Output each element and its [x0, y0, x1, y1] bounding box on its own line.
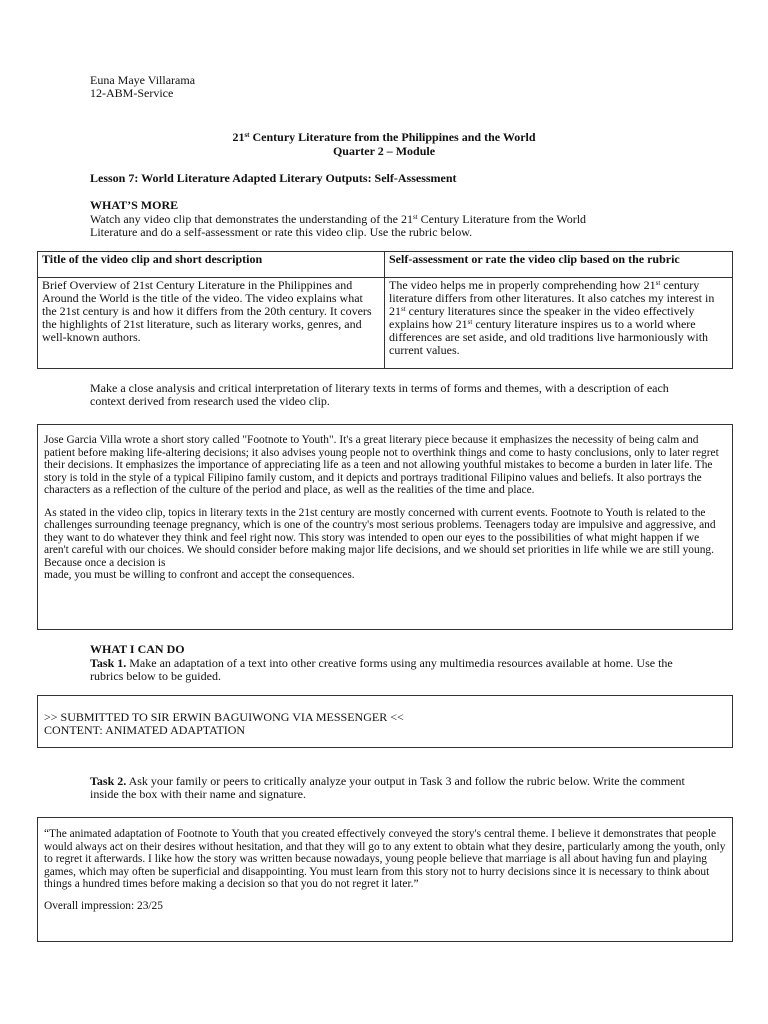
- rubric-text: century literatures since the speaker in the video effectively explains how 21: [389, 304, 695, 331]
- analysis-box: [37, 424, 733, 630]
- what-i-can-do-heading: WHAT I CAN DO: [90, 642, 185, 656]
- instruction-superscript: st: [412, 213, 418, 221]
- submission-line-2: CONTENT: ANIMATED ADAPTATION: [44, 723, 246, 737]
- rubric-text: century literature differs from other literatures. It also catches my interest in 21: [389, 278, 715, 318]
- title-text: Century Literature from the Philippines and the World: [249, 130, 536, 144]
- task1-label: Task 1.: [90, 656, 127, 670]
- student-name: Euna Maye Villarama: [90, 73, 196, 87]
- rubric-table: [37, 251, 733, 369]
- rubric-col1-cell: Brief Overview of 21st Century Literature in the Philippines and Around the World is the title of the video. The video explains what the 21st century is and how it differs from the 20th century. It covers the highlights of 21st literature, such as literary works, genres, and well-known authors.: [38, 278, 385, 369]
- student-info: [90, 74, 390, 100]
- analysis-paragraph-2-end: made, you must be willing to confront and accept the consequences.: [44, 569, 355, 581]
- task1-instruction: [90, 657, 680, 683]
- rubric-superscript: st: [655, 279, 661, 287]
- document-subtitle: Quarter 2 – Module: [332, 144, 436, 158]
- instruction-line: Literature and do a self-assessment or rate this video clip. Use the rubric below.: [90, 225, 473, 239]
- task1-text: Make an adaptation of a text into other creative forms using any multimedia resources available at home. Use the rubrics below to be guided.: [90, 656, 673, 683]
- rubric-superscript: st: [467, 318, 473, 326]
- task2-instruction: [90, 775, 690, 801]
- submission-box: [37, 695, 733, 748]
- analysis-paragraph-1: Jose Garcia Villa wrote a short story called "Footnote to Youth". It's a great literary piece because it emphasizes the necessity of being calm and patient before making life-altering decisions; it also advises young people not to overthink things and come to hasty conclusions, only to later regret their decisions. It emphasizes the importance of appreciating life as a teen and not allowing youthful mistakes to become a burden in later life. The story is told in the style of a typical Filipino family custom, and it depicts and portrays traditional Filipino values and beliefs. It also portrays the characters as a reflection of the culture of the period and place, as well as the realities of the time and place.: [44, 434, 719, 496]
- rubric-superscript: st: [401, 305, 406, 313]
- instruction-part: Watch any video clip that demonstrates the understanding of the 21: [90, 212, 413, 226]
- analysis-instruction: Make a close analysis and critical interpretation of literary texts in terms of forms and themes, with a description of each context derived from research used the video clip.: [90, 381, 669, 408]
- rubric-col2-cell: [385, 278, 733, 369]
- title-superscript: st: [244, 131, 250, 139]
- task2-label: Task 2.: [90, 774, 127, 788]
- whats-more-heading: WHAT’S MORE: [90, 198, 179, 212]
- title-number: 21: [232, 130, 245, 144]
- document-title: [0, 131, 768, 144]
- peer-comment: “The animated adaptation of Footnote to Youth that you created effectively conveyed the story's central theme. I believe it demonstrates that people would always act on their desires without hesitation, and that they will go to any extent to obtain what they desire, particularly among the youth, only to regret it afterwards. I like how the story was written because nowadays, young people believe that marriage is all about having fun and playing games, which may often be superficial and disappointing. You must learn from this story not to hurry decisions since it is necessary to think about things a hundred times before making a decision so that you do not regret it later.”: [44, 828, 726, 890]
- comment-box: [37, 817, 733, 942]
- analysis-paragraph-2: As stated in the video clip, topics in literary texts in the 21st century are mostly concerned with current events. Footnote to Youth is related to the challenges surrounding teenage pregnancy, which is one of the country's most serious problems. Teenagers today are impulsive and aggressive, and they want to do whatever they think and feel right now. This story was intended to open our eyes to the possibilities of what might happen if we aren't careful with our choices. We should consider before making major life decisions, and we should set priorities in life while we are still young. Because once a decision is: [44, 506, 716, 569]
- submission-line-1: >> SUBMITTED TO SIR ERWIN BAGUIWONG VIA MESSENGER <<: [44, 710, 404, 724]
- overall-impression: Overall impression: 23/25: [44, 899, 163, 912]
- rubric-col2-header: Self-assessment or rate the video clip based on the rubric: [385, 252, 733, 278]
- rubric-text: century literature inspires us to a world where differences are set aside, and old traditions live harmoniously with current values.: [389, 317, 709, 357]
- rubric-col1-header: Title of the video clip and short description: [38, 252, 385, 278]
- task2-text: Ask your family or peers to critically analyze your output in Task 3 and follow the rubric below. Write the comment inside the box with their name and signature.: [90, 774, 685, 801]
- whats-more-instruction: [90, 213, 710, 239]
- lesson-title: Lesson 7: World Literature Adapted Literary Outputs: Self-Assessment: [90, 171, 457, 185]
- rubric-text: The video helps me in properly comprehending how 21: [389, 278, 656, 292]
- student-section: 12-ABM-Service: [90, 86, 174, 100]
- instruction-part: Century Literature from the World: [417, 212, 587, 226]
